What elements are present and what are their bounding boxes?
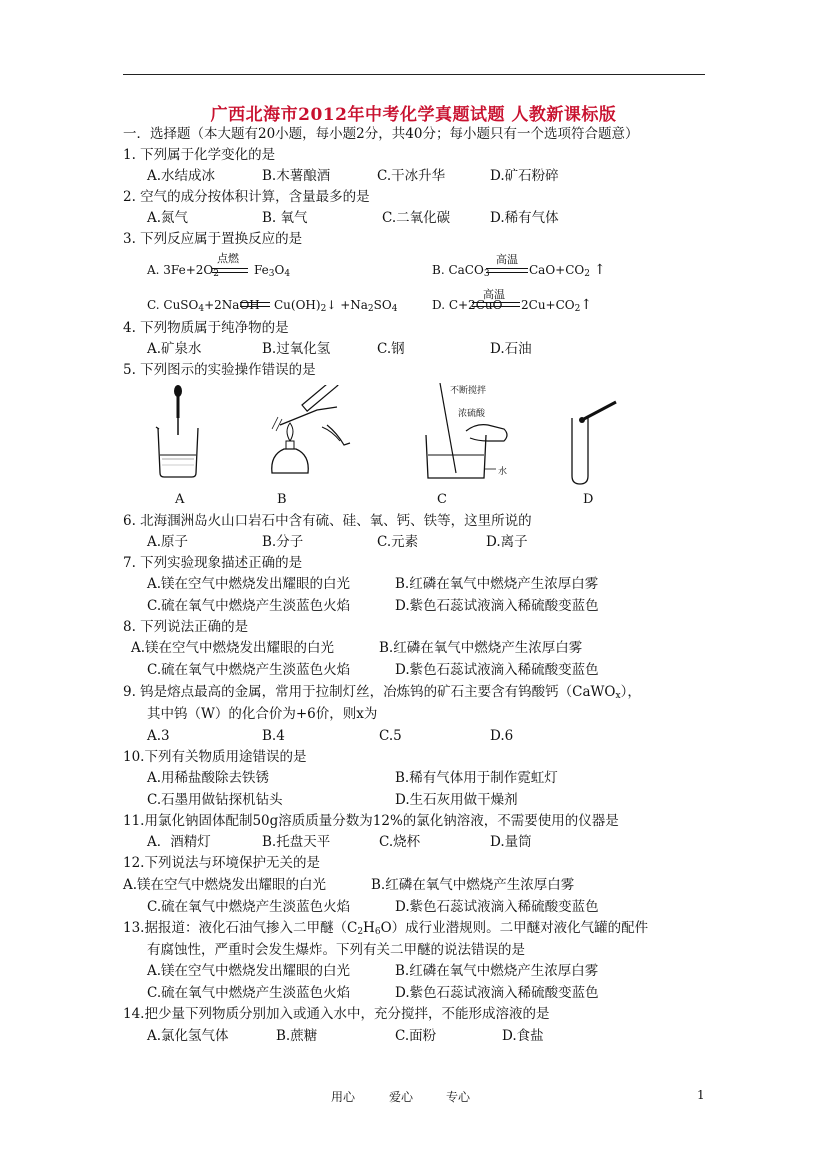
option: D.离子	[486, 534, 528, 550]
option: C.二氧化碳	[382, 210, 451, 226]
section-heading: 一．选择题（本大题有20小题，每小题2分，共40分；每小题只有一个选项符合题意）	[123, 126, 639, 142]
question-stem: 3. 下列反应属于置换反应的是	[123, 231, 303, 247]
option: C.硫在氧气中燃烧产生淡蓝色火焰	[147, 899, 351, 915]
question-stem: 10.下列有关物质用途错误的是	[123, 749, 307, 765]
option: A.镁在空气中燃烧发出耀眼的白光	[123, 877, 327, 893]
option: D.量筒	[490, 834, 532, 850]
option: C.干冰升华	[377, 168, 446, 184]
option: A.3	[147, 728, 170, 744]
option: C.钢	[377, 341, 405, 357]
equation-c-product: $Cu(OH)_2↓ +Na_2SO_4$	[274, 298, 398, 314]
dropper-beaker-figure	[150, 383, 210, 483]
option: B.红磷在氧气中燃烧产生浓厚白雾	[371, 877, 575, 893]
option: B.红磷在氧气中燃烧产生浓厚白雾	[379, 640, 583, 656]
question-stem-cont: 有腐蚀性，严重时会发生爆炸。下列有关二甲醚的说法错误的是	[147, 942, 525, 958]
option: B.过氧化氢	[262, 341, 331, 357]
option: A．酒精灯	[147, 834, 211, 850]
option: D.生石灰用做干燥剂	[395, 792, 518, 808]
option: C.面粉	[395, 1028, 437, 1044]
equation-c: C. CuSO$_4$+2NaOH	[147, 298, 260, 314]
condition-high-temp: 高温	[483, 288, 505, 301]
question-stem: 5. 下列图示的实验操作错误的是	[123, 362, 316, 378]
option: B.红磷在氧气中燃烧产生浓厚白雾	[395, 576, 599, 592]
fig-label-stir: 不断搅拌	[450, 386, 487, 396]
equation-equals	[212, 268, 248, 273]
condition-ignite: 点燃	[217, 252, 239, 265]
question-stem: 1. 下列属于化学变化的是	[123, 147, 276, 163]
option: A.水结成冰	[147, 168, 216, 184]
question-stem-cont: 其中钨（W）的化合价为+6价，则x为	[147, 706, 378, 722]
option: A.镁在空气中燃烧发出耀眼的白光	[147, 963, 351, 979]
question-stem: 6. 北海涠洲岛火山口岩石中含有硫、硅、氧、钙、铁等，这里所说的	[123, 513, 532, 529]
option: D.石油	[490, 341, 532, 357]
equation-b-product: $CaO+CO_2$ ↑	[529, 262, 606, 279]
option: C.硫在氧气中燃烧产生淡蓝色火焰	[147, 662, 351, 678]
page-number: 1	[697, 1088, 705, 1102]
fig-caption-d: D	[583, 492, 594, 507]
option: B.红磷在氧气中燃烧产生浓厚白雾	[395, 963, 599, 979]
option: D.紫色石蕊试液滴入稀硫酸变蓝色	[395, 662, 599, 678]
option: A.氯化氢气体	[147, 1028, 229, 1044]
option: B.木薯酿酒	[262, 168, 331, 184]
option: B.托盘天平	[262, 834, 331, 850]
equation-a: A. $3Fe+2O_2$	[147, 263, 219, 279]
option: D.紫色石蕊试液滴入稀硫酸变蓝色	[395, 985, 599, 1001]
question-stem: 9. 钨是熔点最高的金属，常用于拉制灯丝，冶炼钨的矿石主要含有钨酸钙（CaWO$_x$），	[123, 684, 641, 701]
footer-left: 用心	[331, 1090, 356, 1104]
question-stem: 13.据报道：液化石油气掺入二甲醚$(C_2H_6O)$成行业潜规则。二甲醚对液化气罐的配件	[123, 920, 649, 937]
question-stem: 7. 下列实验现象描述正确的是	[123, 555, 303, 571]
equation-equals	[486, 268, 528, 273]
question-stem: 12.下列说法与环境保护无关的是	[123, 855, 320, 871]
condition-high-temp: 高温	[496, 253, 518, 266]
fig-caption-a: A	[175, 492, 185, 507]
option: A.镁在空气中燃烧发出耀眼的白光	[147, 576, 351, 592]
fig-label-water: 水	[498, 467, 508, 477]
option: B.4	[262, 728, 285, 744]
option: B.分子	[262, 534, 304, 550]
option: A.氮气	[147, 210, 189, 226]
question-stem: 11.用氯化钠固体配制50g溶质质量分数为12%的氯化钠溶液，不需要使用的仪器是	[123, 813, 619, 829]
equation-equals	[472, 302, 520, 307]
question-stem: 4. 下列物质属于纯净物的是	[123, 320, 289, 336]
question-stem: 14.把少量下列物质分别加入或通入水中，充分搅拌，不能形成溶液的是	[123, 1006, 550, 1022]
option: A.镁在空气中燃烧发出耀眼的白光	[131, 640, 335, 656]
equation-b: B. CaCO$_3$	[432, 263, 490, 279]
option: C.烧杯	[379, 834, 421, 850]
equation-a-product: $Fe_3O_4$	[254, 263, 291, 279]
option: C.石墨用做钻探机钻头	[147, 792, 283, 808]
question-stem: 2. 空气的成分按体积计算，含量最多的是	[123, 189, 370, 205]
option: B. 氧气	[262, 210, 308, 226]
option: D.食盐	[502, 1028, 544, 1044]
fig-label-acid: 浓硫酸	[458, 409, 486, 419]
option: D.稀有气体	[490, 210, 559, 226]
equation-d-product: $2Cu+CO_2↑$	[521, 297, 593, 314]
option: B.蔗糖	[276, 1028, 318, 1044]
page-title: 广西北海市2012年中考化学真题试题 人教新课标版	[210, 105, 617, 125]
option: D.紫色石蕊试液滴入稀硫酸变蓝色	[395, 899, 599, 915]
fig-caption-c: C	[437, 492, 447, 507]
footer-right: 专心	[446, 1090, 471, 1104]
footer-mid: 爱心	[389, 1090, 414, 1104]
option: D.紫色石蕊试液滴入稀硫酸变蓝色	[395, 598, 599, 614]
option: C.5	[379, 728, 402, 744]
option: B.稀有气体用于制作霓虹灯	[395, 770, 558, 786]
test-tube-figure	[568, 400, 628, 490]
equation-equals	[240, 302, 270, 307]
option: C.元素	[377, 534, 419, 550]
option: D.6	[490, 728, 514, 744]
heating-tube-figure	[262, 385, 357, 485]
option: C.硫在氧气中燃烧产生淡蓝色火焰	[147, 598, 351, 614]
option: A.矿泉水	[147, 341, 202, 357]
header-rule	[123, 74, 705, 75]
equation-d: D. C+2CuO	[432, 298, 503, 312]
option: A.用稀盐酸除去铁锈	[147, 770, 270, 786]
question-stem: 8. 下列说法正确的是	[123, 619, 249, 635]
option: D.矿石粉碎	[490, 168, 559, 184]
fig-caption-b: B	[277, 492, 287, 507]
option: A.原子	[147, 534, 189, 550]
option: C.硫在氧气中燃烧产生淡蓝色火焰	[147, 985, 351, 1001]
